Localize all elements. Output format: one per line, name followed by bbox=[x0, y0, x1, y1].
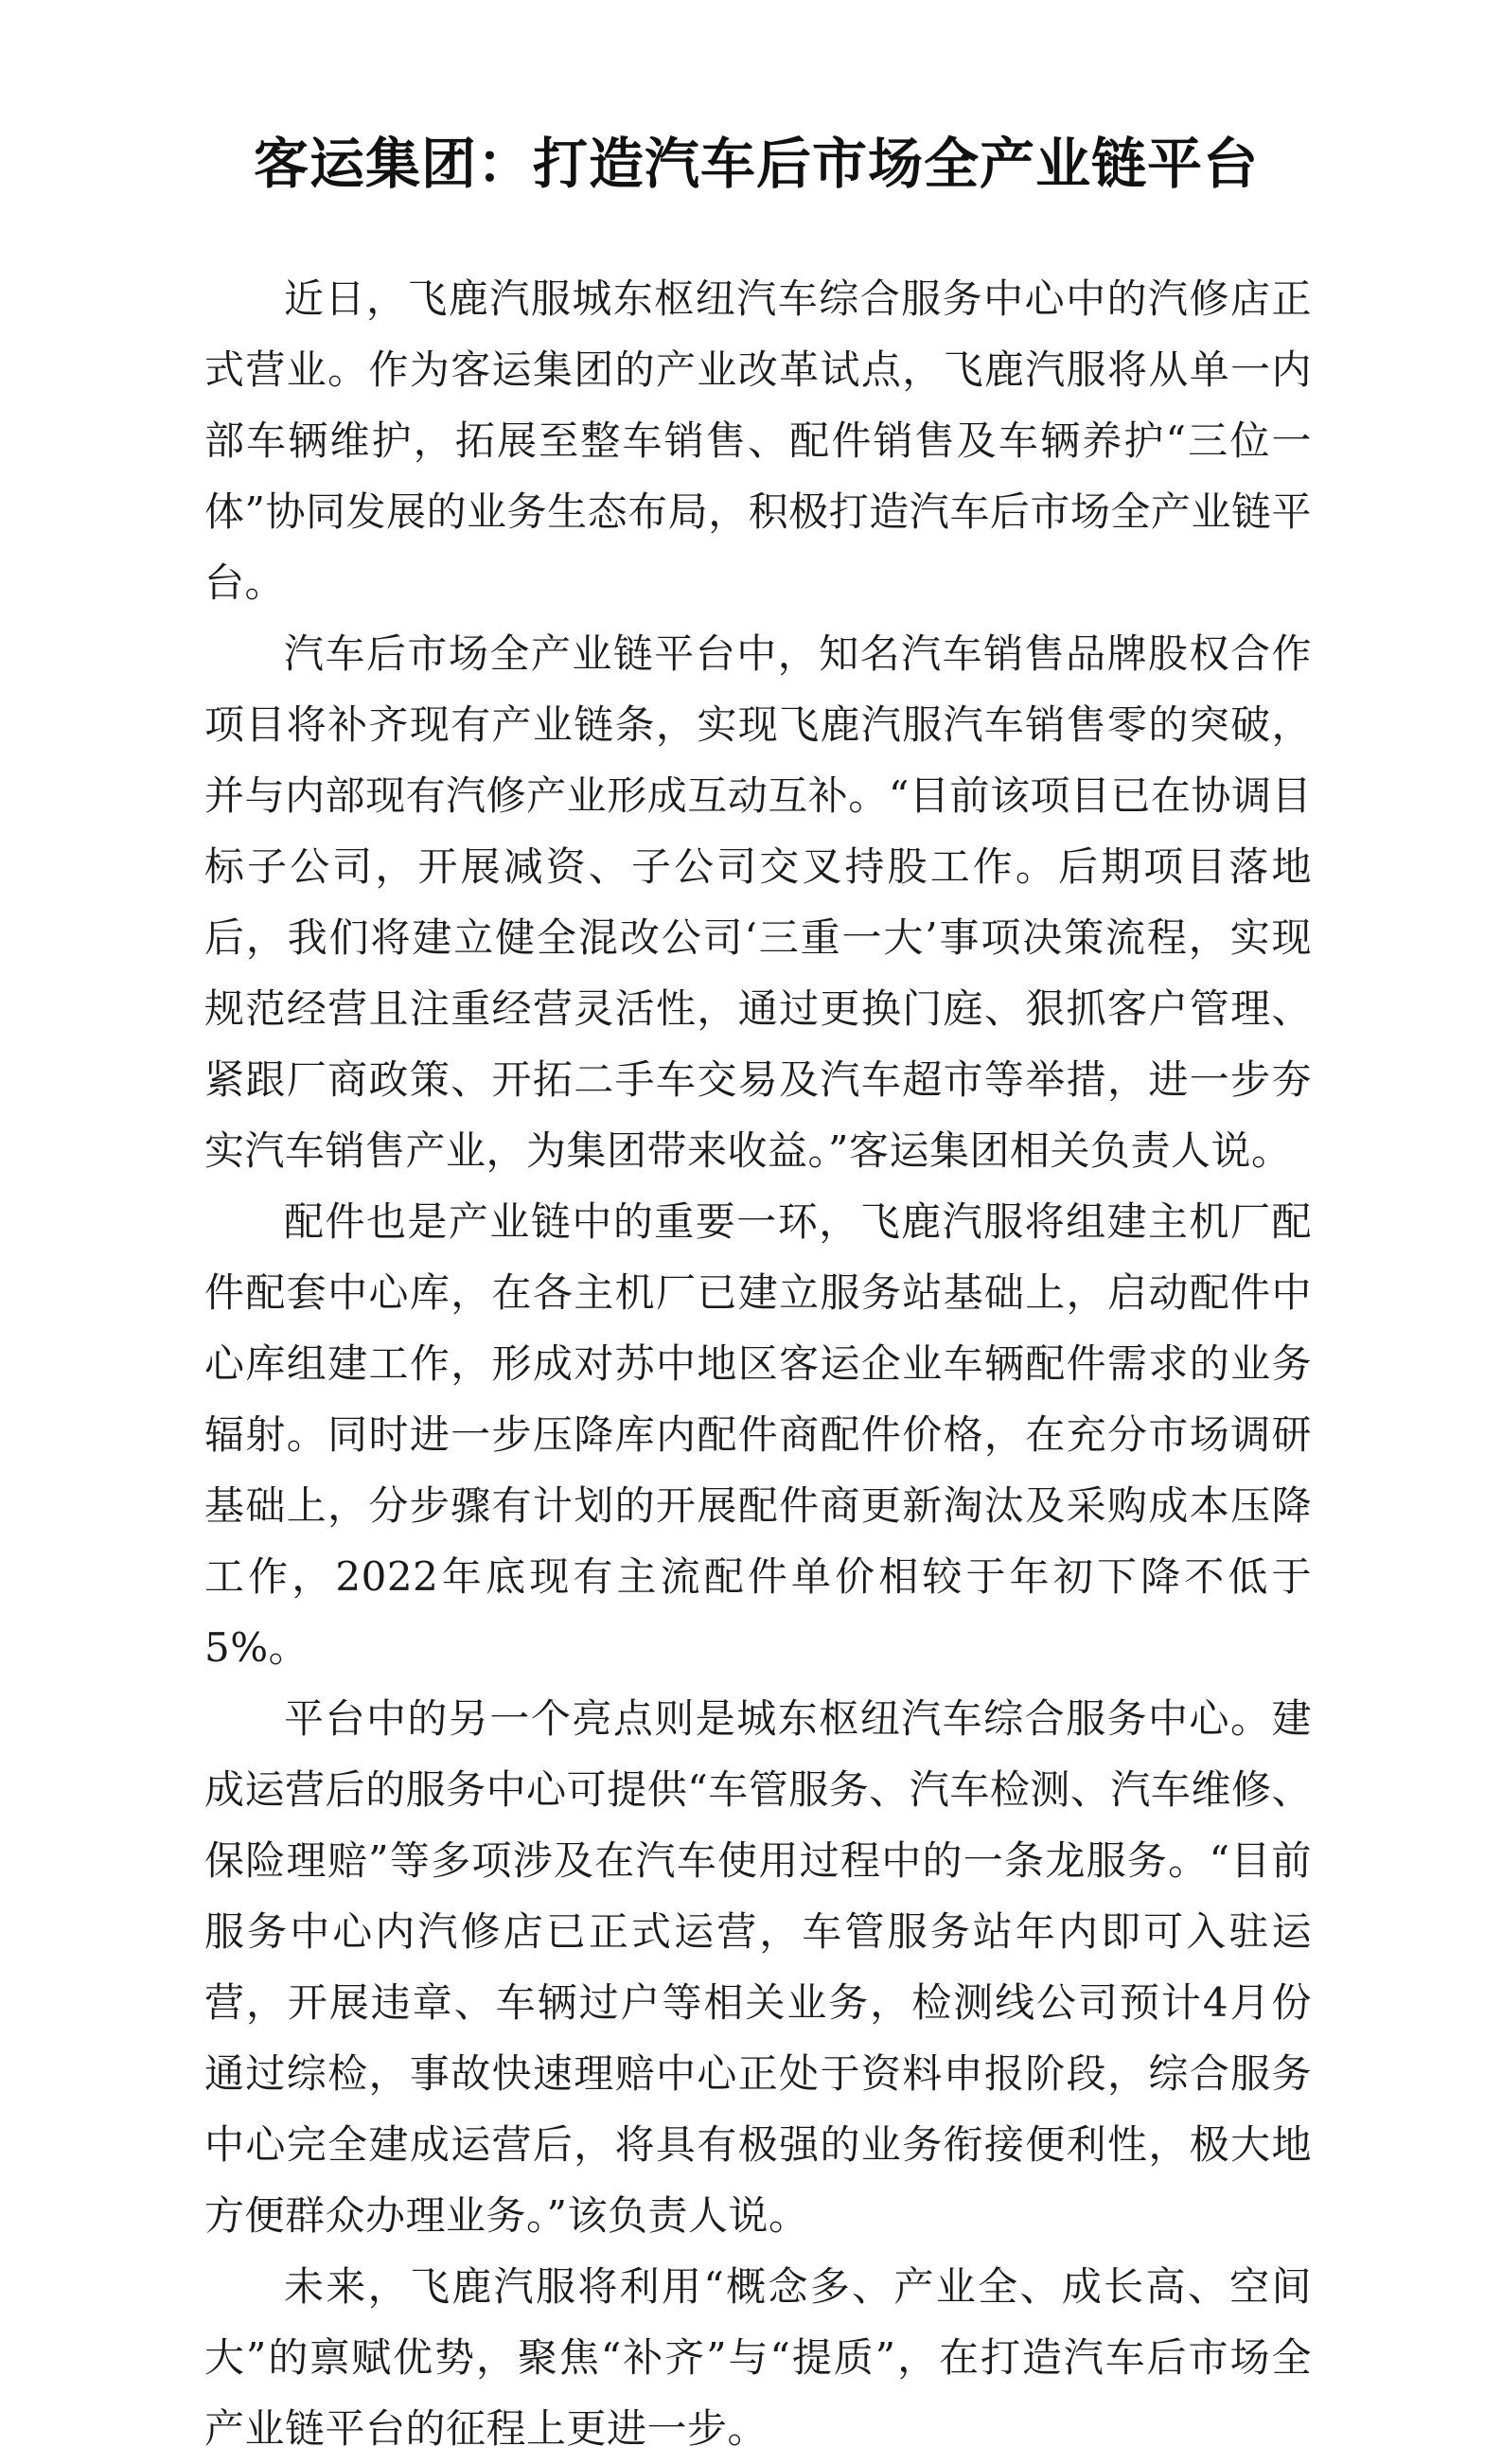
paragraph-1: 近日，飞鹿汽服城东枢纽汽车综合服务中心中的汽修店正式营业。作为客运集团的产业改革试点，飞鹿汽服将从单一内部车辆维护，拓展至整车销售、配件销售及车辆养护“三位一体”协同发展的业务生态布局，积极打造汽车后市场全产业链平台。 bbox=[204, 275, 1312, 606]
paragraph-5: 未来，飞鹿汽服将利用“概念多、产业全、成长高、空间大”的禀赋优势，聚焦“补齐”与“提质”，在打造汽车后市场全产业链平台的征程上更进一步。 bbox=[204, 2263, 1312, 2452]
article-body bbox=[204, 263, 1312, 2464]
article-title: 客运集团：打造汽车后市场全产业链平台 bbox=[253, 132, 1259, 196]
paragraph-4: 平台中的另一个亮点则是城东枢纽汽车综合服务中心。建成运营后的服务中心可提供“车管服务、汽车检测、汽车维修、保险理赔”等多项涉及在汽车使用过程中的一条龙服务。“目前服务中心内汽修店已正式运营，车管服务站年内即可入驻运营，开展违章、车辆过户等相关业务，检测线公司预计4月份通过综检，事故快速理赔中心正处于资料申报阶段，综合服务中心完全建成运营后，将具有极强的业务衔接便利性，极大地方便群众办理业务。”该负责人说。 bbox=[204, 1695, 1312, 2239]
paragraph-2: 汽车后市场全产业链平台中，知名汽车销售品牌股权合作项目将补齐现有产业链条，实现飞鹿汽服汽车销售零的突破，并与内部现有汽修产业形成互动互补。“目前该项目已在协调目标子公司，开展减资、子公司交叉持股工作。后期项目落地后，我们将建立健全混改公司‘三重一大’事项决策流程，实现规范经营且注重经营灵活性，通过更换门庭、狠抓客户管理、紧跟厂商政策、开拓二手车交易及汽车超市等举措，进一步夯实汽车销售产业，为集团带来收益。”客运集团相关负责人说。 bbox=[204, 630, 1312, 1174]
paragraph-3: 配件也是产业链中的重要一环，飞鹿汽服将组建主机厂配件配套中心库，在各主机厂已建立服务站基础上，启动配件中心库组建工作，形成对苏中地区客运企业车辆配件需求的业务辐射。同时进一步压降库内配件商配件价格，在充分市场调研基础上，分步骤有计划的开展配件商更新淘汰及采购成本压降工作，2022年底现有主流配件单价相较于年初下降不低于5%。 bbox=[204, 1198, 1312, 1671]
